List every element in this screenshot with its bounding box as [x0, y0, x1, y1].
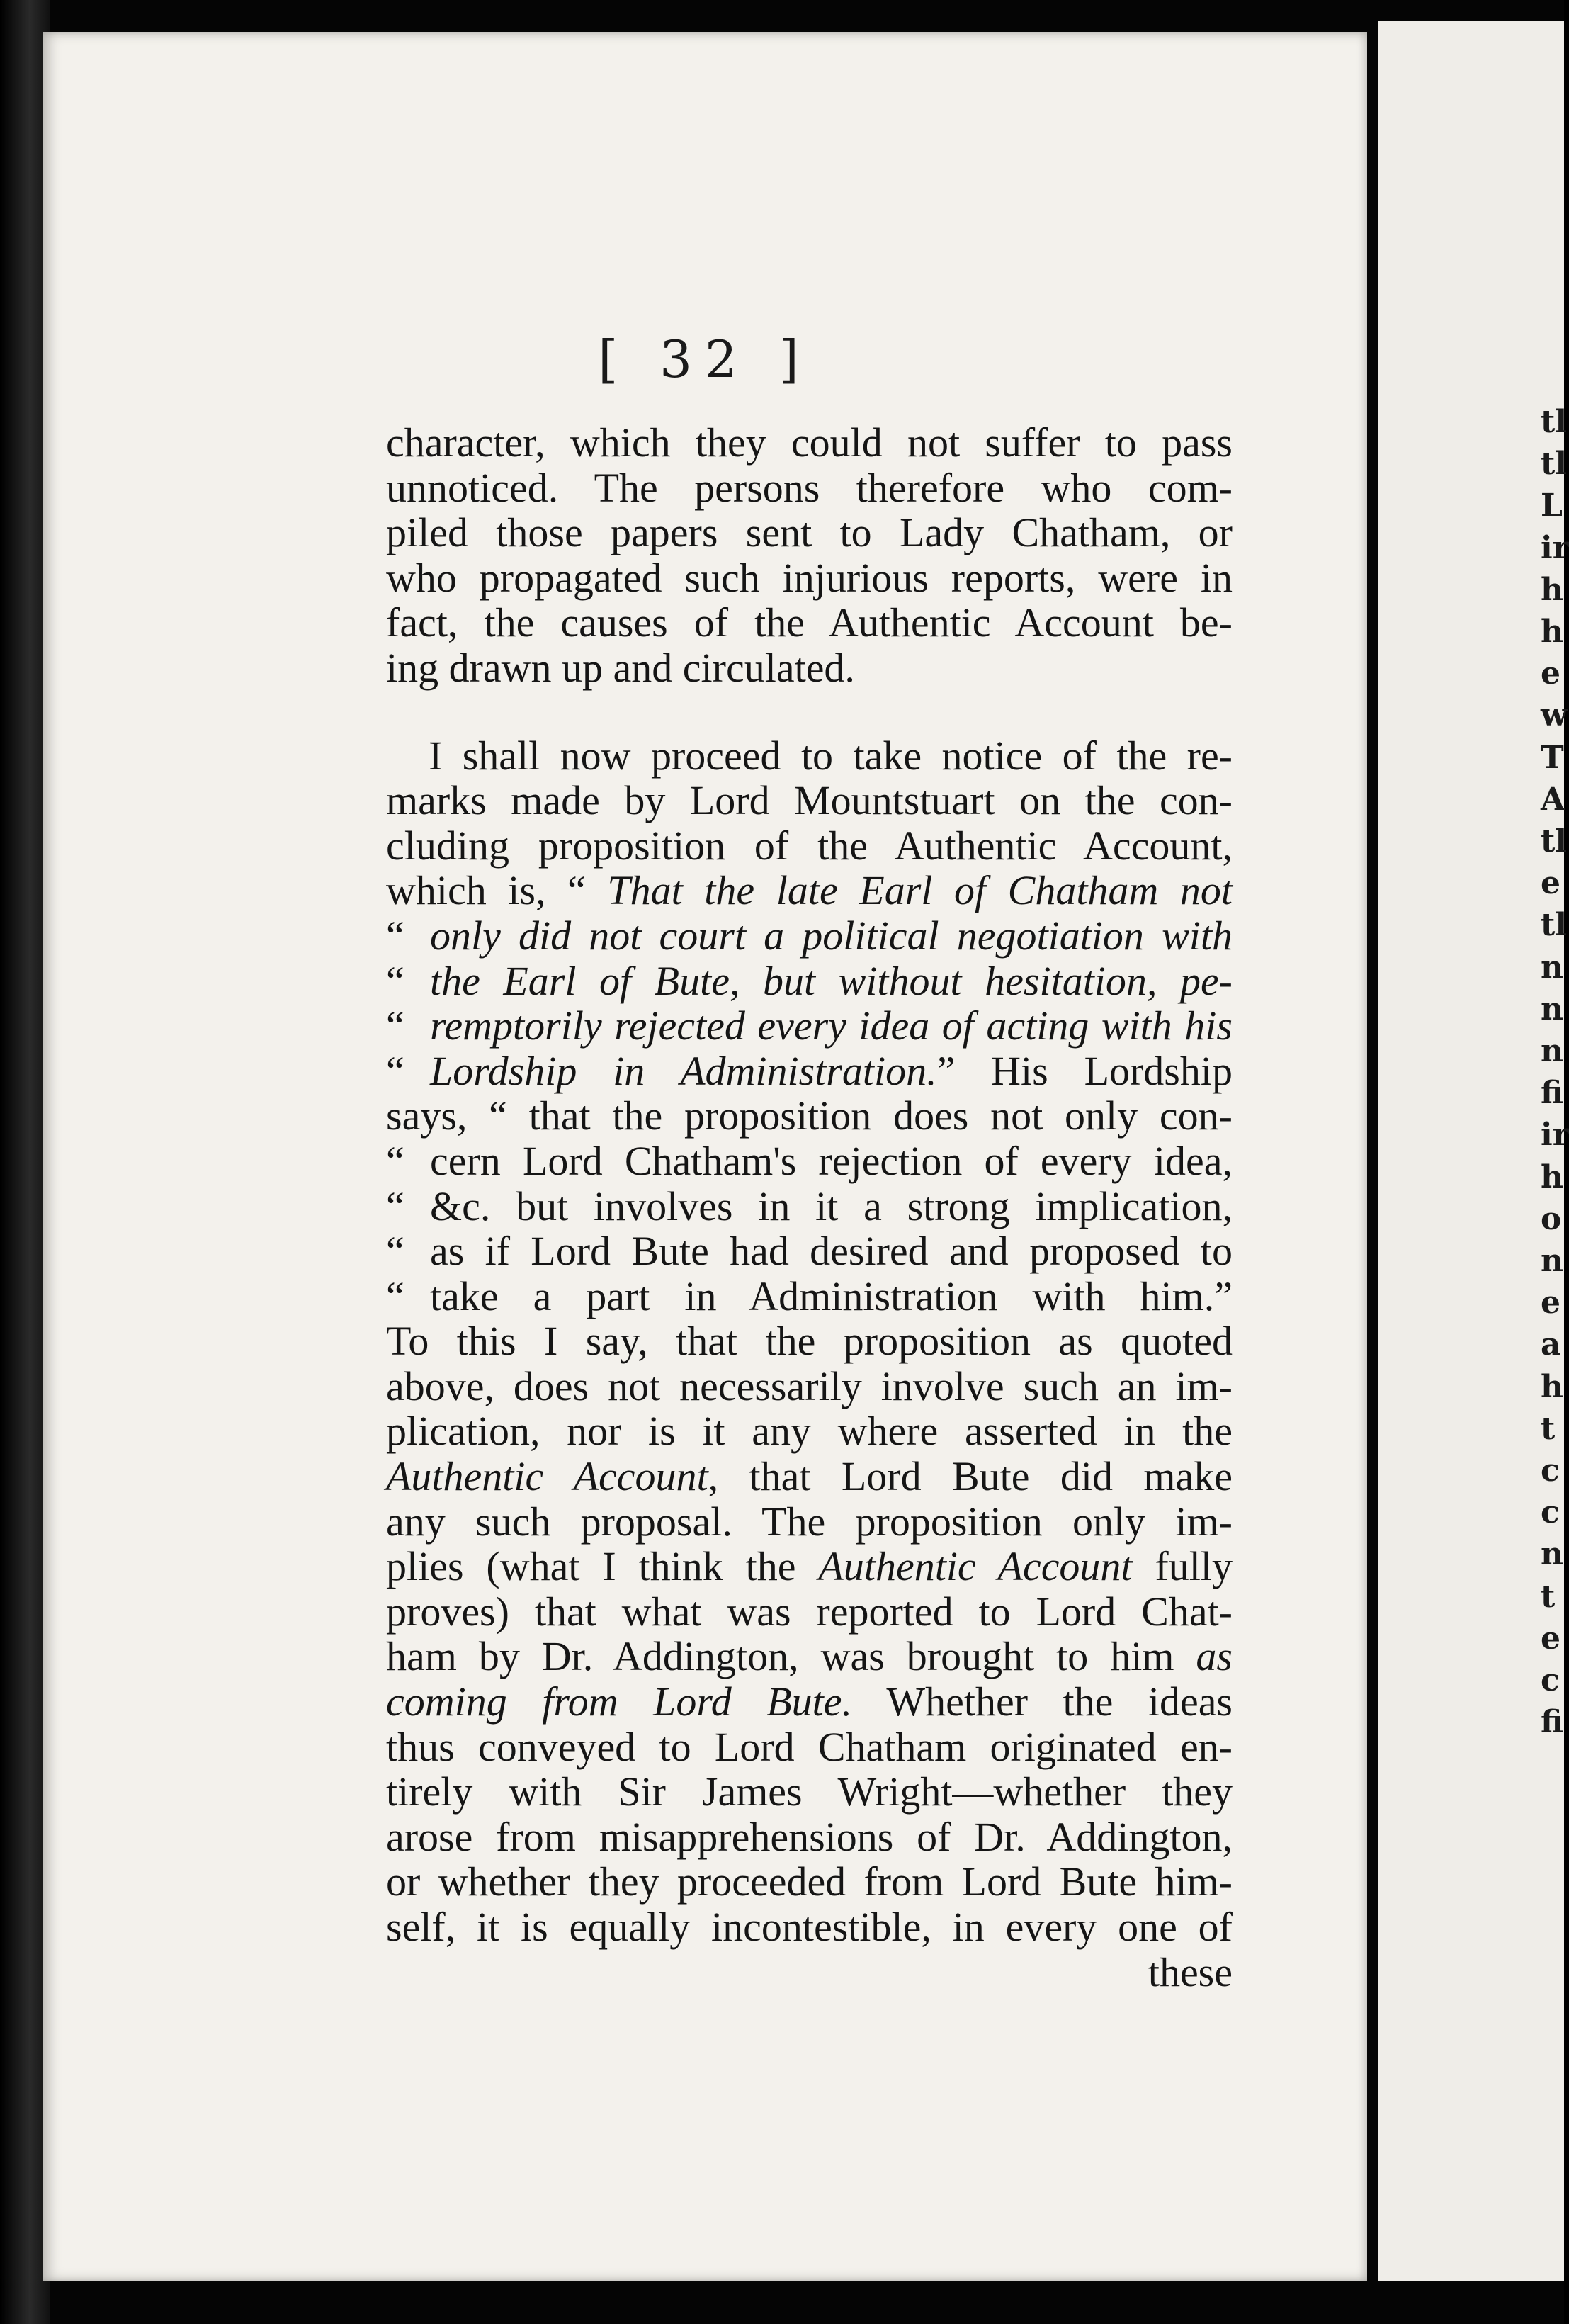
text-line — [386, 1003, 1233, 1049]
italic-text: coming from Lord Bute. — [386, 1679, 852, 1725]
italic-text: as — [1196, 1633, 1233, 1680]
facing-page-letter: fi — [1541, 1704, 1563, 1741]
catchword: these — [1148, 1948, 1233, 1995]
facing-page-letter: t — [1541, 1578, 1556, 1615]
facing-page-letter: n — [1541, 1243, 1563, 1279]
text-line: ing drawn up and circulated. — [386, 644, 855, 691]
text-line: tirely with Sir James Wright—whether they — [386, 1769, 1233, 1815]
italic-text: remptorily rejected every idea of acting with his — [430, 1003, 1233, 1049]
facing-page-letter: e — [1541, 1285, 1560, 1321]
facing-page-letter: o — [1541, 1200, 1562, 1237]
text-line: coming from Lord Bute. Whether the ideas — [386, 1679, 1233, 1725]
quote-mark: “ — [386, 1273, 404, 1319]
text-line: I shall now proceed to take notice of the re- — [429, 732, 1233, 779]
italic-text: only did not court a political negotiation with — [430, 912, 1233, 959]
text-line: “ cern Lord Chatham's rejection of every idea, — [386, 1137, 1233, 1184]
facing-page-letter: e — [1541, 655, 1560, 692]
facing-page-letter: T — [1541, 739, 1564, 776]
text-line: any such proposal. The proposition only im- — [386, 1498, 1233, 1545]
text-line: Authentic Account, that Lord Bute did make — [386, 1453, 1233, 1500]
facing-page-letter: e — [1541, 1620, 1560, 1657]
facing-page-letter: L — [1541, 487, 1563, 524]
facing-page-letter: w — [1541, 697, 1568, 734]
text-line: says, “ that the proposition does not only con- — [386, 1093, 1233, 1139]
italic-text: Authentic Account — [386, 1453, 708, 1500]
quote-mark: “ — [386, 1047, 404, 1094]
quote-mark: “ — [386, 957, 404, 1004]
quote-mark: “ — [386, 1228, 404, 1275]
text-line: To this I say, that the proposition as quoted — [386, 1318, 1233, 1365]
text-line: “ take a part in Administration with him.” — [386, 1273, 1233, 1319]
text-line: ham by Dr. Addington, was brought to him as — [386, 1633, 1233, 1680]
text-line: above, does not necessarily involve such an im- — [386, 1363, 1233, 1409]
facing-page-letter: n — [1541, 991, 1563, 1027]
text-line: character, which they could not suffer to pass — [386, 419, 1233, 466]
text-line: fact, the causes of the Authentic Account be- — [386, 599, 1233, 646]
text-line: who propagated such injurious reports, were in — [386, 554, 1233, 601]
text-line: plication, nor is it any where asserted in the — [386, 1408, 1233, 1455]
text-line: which is, “ That the late Earl of Chatham not — [386, 867, 1233, 914]
facing-page-letter: ir — [1541, 529, 1569, 566]
facing-page-letter: a — [1541, 1326, 1561, 1363]
text-line: piled those papers sent to Lady Chatham, or — [386, 509, 1233, 556]
italic-text: That the late Earl of Chatham not — [607, 867, 1233, 914]
page-number: [ 32 ] — [598, 329, 812, 389]
text-line — [386, 913, 1233, 959]
text-line: plies (what I think the Authentic Account fully — [386, 1543, 1233, 1590]
quote-mark: “ — [386, 1183, 404, 1229]
facing-page-letter: tl — [1541, 907, 1568, 944]
italic-text: Lordship in Administration. — [430, 1047, 937, 1094]
facing-page-letter: n — [1541, 949, 1563, 986]
facing-page-letter: tl — [1541, 823, 1568, 859]
facing-page-letter: n — [1541, 1033, 1563, 1069]
text-line: self, it is equally incontestible, in every one of — [386, 1904, 1233, 1950]
text-line: proves) that what was reported to Lord Chat- — [386, 1588, 1233, 1635]
facing-page-letter: tl — [1541, 446, 1568, 483]
text-line: unnoticed. The persons therefore who com- — [386, 464, 1233, 511]
text-line — [386, 959, 1233, 1004]
italic-text: Authentic Account — [818, 1543, 1133, 1590]
book-page — [43, 32, 1367, 2281]
quote-mark: “ — [386, 1137, 404, 1184]
paragraph-gap — [386, 691, 1233, 733]
text-line: cluding proposition of the Authentic Account, — [386, 822, 1233, 869]
text-line: or whether they proceeded from Lord Bute him- — [386, 1858, 1233, 1905]
text-line: “ Lordship in Administration.” His Lordship — [386, 1047, 1233, 1094]
facing-page-letter: e — [1541, 865, 1560, 902]
facing-page-letter: h — [1541, 571, 1563, 608]
facing-page-letter: tl — [1541, 404, 1568, 440]
facing-page-letter: fi — [1541, 1075, 1563, 1112]
text-line: arose from misapprehensions of Dr. Addington, — [386, 1813, 1233, 1860]
page-body-text — [386, 420, 1233, 1995]
text-line: “ &c. but involves in it a strong implication, — [386, 1183, 1233, 1229]
quote-mark: “ — [386, 912, 404, 959]
facing-page-letter: ir — [1541, 1117, 1569, 1153]
facing-page-letter: c — [1541, 1452, 1560, 1489]
facing-page-letter: t — [1541, 1410, 1556, 1447]
text-line: thus conveyed to Lord Chatham originated en- — [386, 1723, 1233, 1770]
facing-page-letter: h — [1541, 1158, 1563, 1195]
italic-text: the Earl of Bute, but without hesitation, pe- — [430, 957, 1233, 1004]
facing-page-letter: h — [1541, 614, 1563, 650]
facing-page-edge — [1378, 21, 1569, 2281]
quote-mark: “ — [386, 1003, 404, 1049]
facing-page-letter: n — [1541, 1536, 1563, 1573]
facing-page-letter: c — [1541, 1494, 1560, 1531]
facing-page-letter: h — [1541, 1368, 1563, 1405]
facing-page-letter: A — [1541, 781, 1565, 818]
text-line: “ as if Lord Bute had desired and proposed to — [386, 1228, 1233, 1275]
facing-page-letter: c — [1541, 1662, 1560, 1698]
text-line: marks made by Lord Mountstuart on the con- — [386, 777, 1233, 824]
